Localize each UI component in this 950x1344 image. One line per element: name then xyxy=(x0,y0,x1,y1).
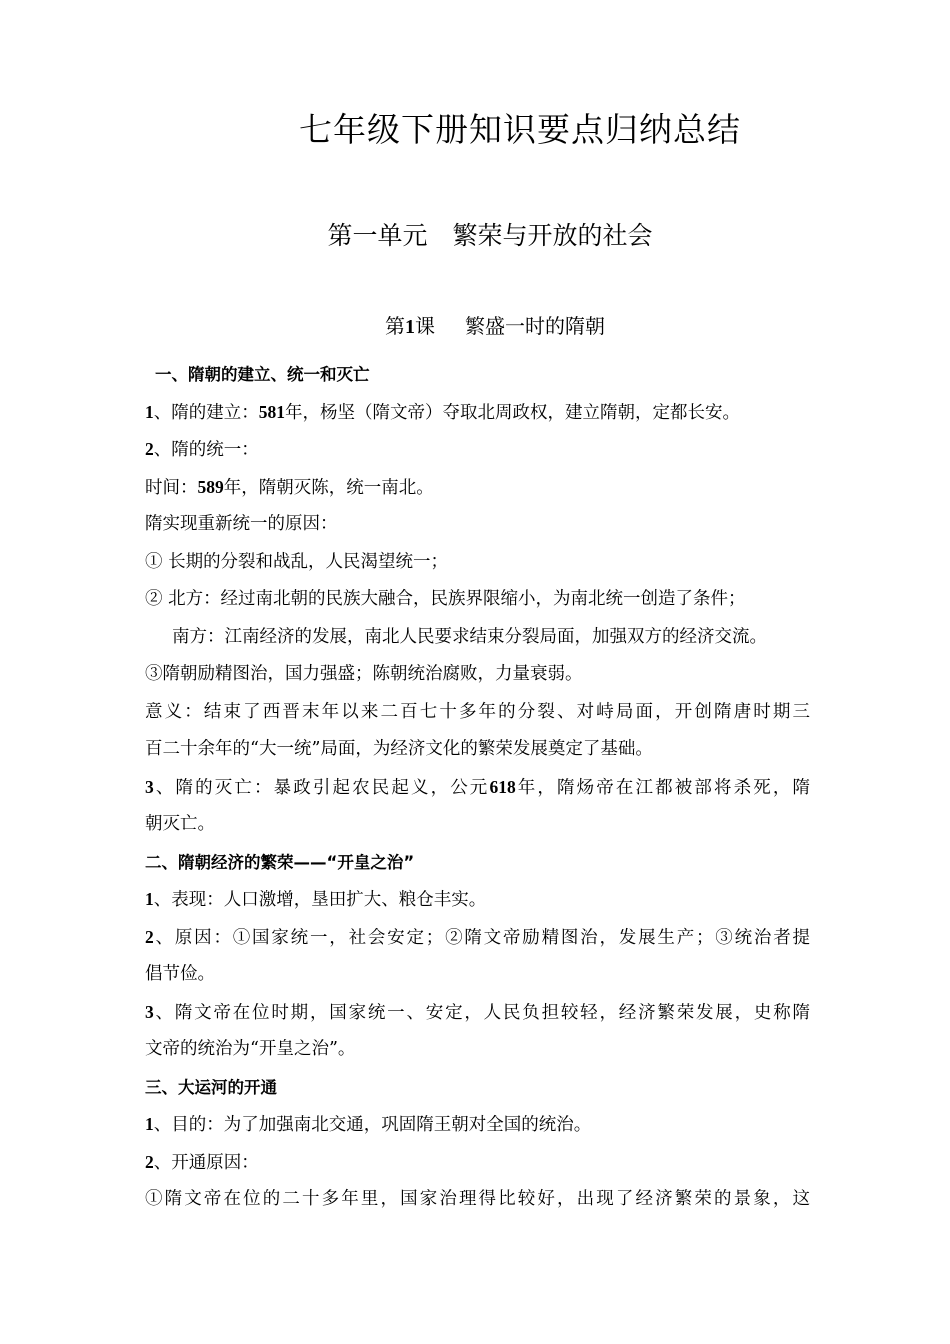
list-item-continuation: 南方：江南经济的发展，南北人民要求结束分裂局面，加强双方的经济交流。 xyxy=(172,626,767,647)
paragraph-line: 2、开通原因： xyxy=(145,1151,259,1173)
paragraph-line: 文帝的统治为“开皇之治”。 xyxy=(145,1039,356,1059)
lesson-prefix: 第 xyxy=(385,314,405,338)
list-item: ③隋朝励精图治，国力强盛；陈朝统治腐败，力量衰弱。 xyxy=(145,664,583,684)
paragraph-line: 意义：结束了西晋末年以来二百七十多年的分裂、对峙局面，开创隋唐时期三 xyxy=(145,701,810,722)
paragraph-line: 倡节俭。 xyxy=(145,964,215,984)
paragraph-line: 朝灭亡。 xyxy=(145,814,215,834)
paragraph-line: 百二十余年的“大一统”局面，为经济文化的繁荣发展奠定了基础。 xyxy=(145,739,653,759)
paragraph-line: 1、表现：人口激增，垦田扩大、粮仓丰实。 xyxy=(145,889,487,910)
section-heading-2: 二、隋朝经济的繁荣——“开皇之治” xyxy=(145,852,415,872)
section-heading-3: 三、大运河的开通 xyxy=(145,1077,277,1097)
paragraph-line: 1、隋的建立：581年，杨坚（隋文帝）夺取北周政权，建立隋朝，定都长安。 xyxy=(145,401,740,423)
paragraph-line: 3、隋的灭亡：暴政引起农民起义，公元618年，隋炀帝在江都被部将杀死，隋 xyxy=(145,776,811,798)
document-title: 七年级下册知识要点归纳总结 xyxy=(299,110,741,149)
lesson-number: 1 xyxy=(405,316,415,338)
list-item: ② 北方：经过南北朝的民族大融合，民族界限缩小，为南北统一创造了条件； xyxy=(145,589,746,609)
lesson-heading xyxy=(0,310,950,339)
lesson-suffix: 课 xyxy=(415,314,435,338)
document-body xyxy=(145,356,810,1219)
paragraph-line: 3、隋文帝在位时期，国家统一、安定，人民负担较轻，经济繁荣发展，史称隋 xyxy=(145,1001,810,1023)
paragraph-line: 2、原因：①国家统一，社会安定；②隋文帝励精图治，发展生产；③统治者提 xyxy=(145,926,810,948)
paragraph-line: 隋实现重新统一的原因： xyxy=(145,514,338,534)
paragraph-line: 2、隋的统一： xyxy=(145,439,259,460)
paragraph-line: 1、目的：为了加强南北交通，巩固隋王朝对全国的统治。 xyxy=(145,1114,592,1135)
unit-heading: 第一单元 繁荣与开放的社会 xyxy=(327,221,653,250)
lesson-name: 繁盛一时的隋朝 xyxy=(465,314,605,338)
paragraph-line: 时间：589年，隋朝灭陈，统一南北。 xyxy=(145,476,434,498)
paragraph-line: ①隋文帝在位的二十多年里，国家治理得比较好，出现了经济繁荣的景象，这 xyxy=(145,1189,810,1209)
list-item: ① 长期的分裂和战乱，人民渴望统一； xyxy=(145,551,449,572)
section-heading-1: 一、隋朝的建立、统一和灭亡 xyxy=(155,365,370,384)
